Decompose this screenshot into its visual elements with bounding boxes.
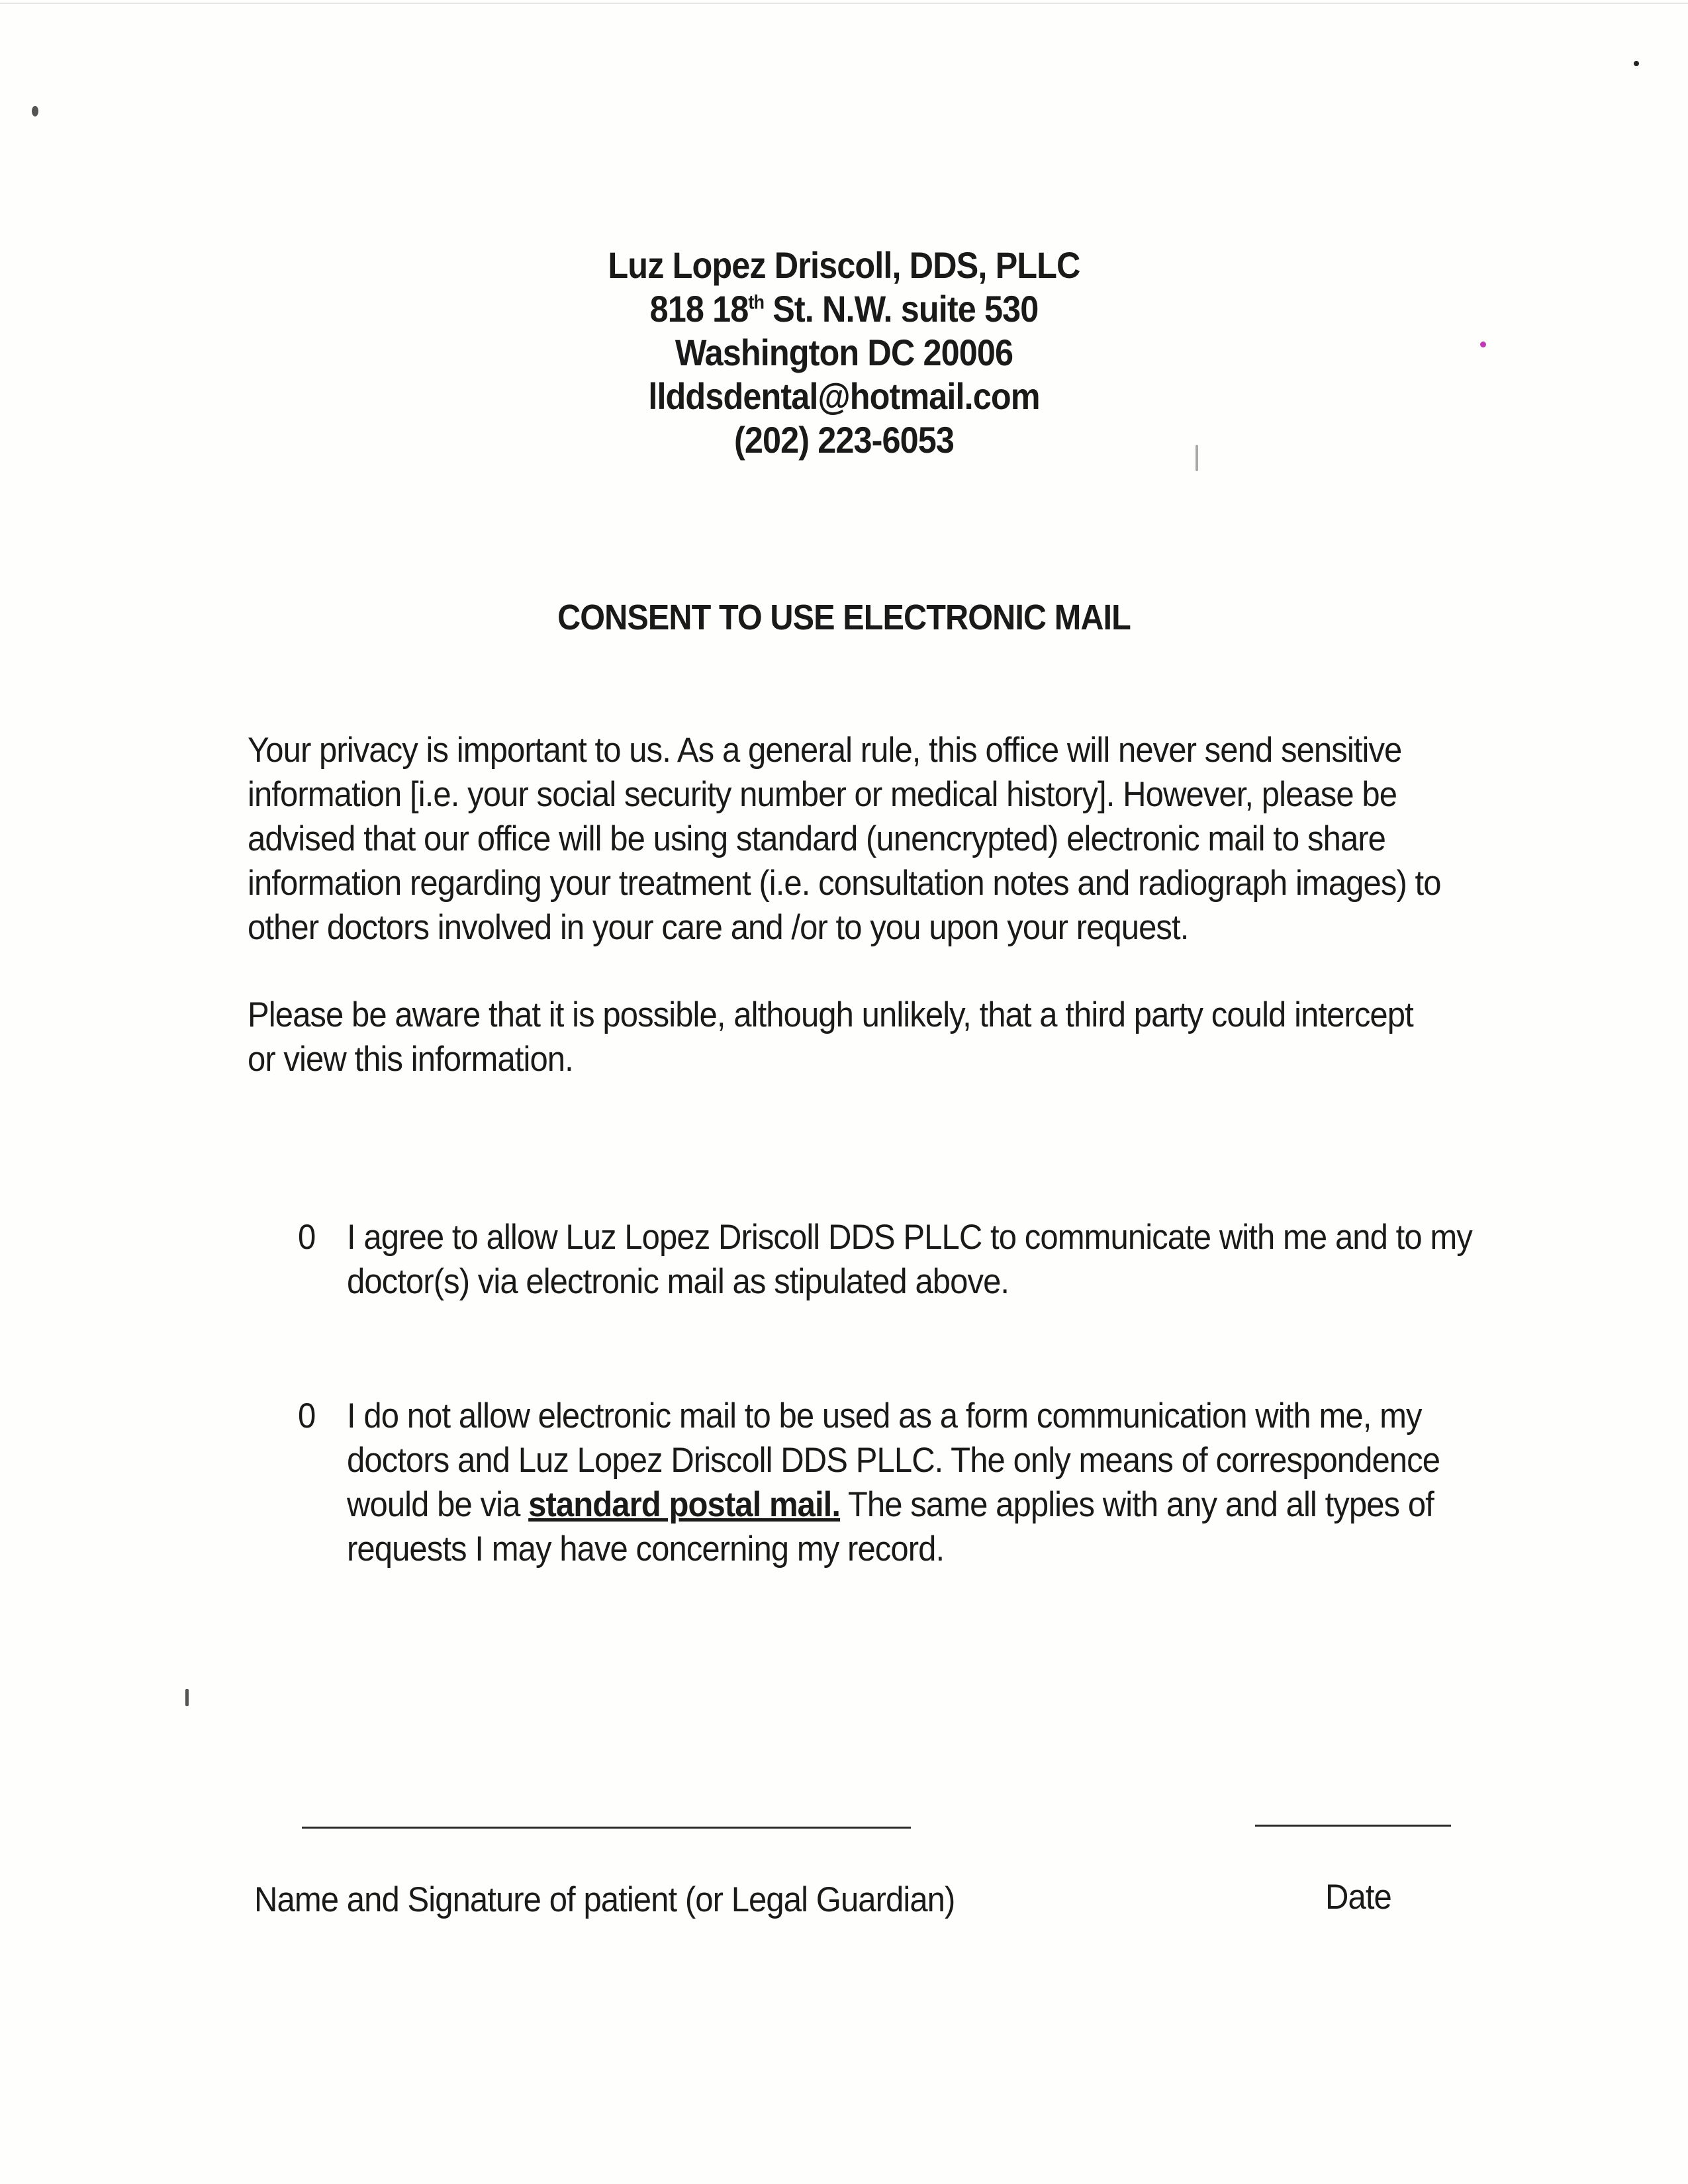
scan-edge: [0, 3, 1688, 4]
city-line: Washington DC 20006: [675, 332, 1013, 373]
scan-speck: [185, 1689, 189, 1706]
signature-label: Name and Signature of patient (or Legal Guardian): [254, 1880, 955, 1919]
email-line: llddsdental@hotmail.com: [648, 375, 1040, 417]
option-checkbox-decline[interactable]: 0: [298, 1396, 316, 1435]
signature-line[interactable]: [302, 1827, 911, 1829]
option-checkbox-agree[interactable]: 0: [298, 1218, 316, 1257]
option-text-agree: I agree to allow Luz Lopez Driscoll DDS PLLC to communicate with me and to my doctor(s) via electronic mail as stipulated above.: [347, 1218, 1472, 1301]
scan-speck: [32, 106, 38, 116]
awareness-paragraph: Please be aware that it is possible, although unlikely, that a third party could intercept or view this information.: [248, 995, 1413, 1079]
phone-line: (202) 223-6053: [733, 419, 955, 461]
privacy-paragraph: Your privacy is important to us. As a general rule, this office will never send sensitive information [i.e. your social security number or medical history]. However, please be advised that our office will be using standard (unencrypted) electronic mail to share information regarding your treatment (i.e. consultation notes and radiograph images) to other doctors involved in your care and /or to you upon your request.: [248, 731, 1441, 947]
address-suffix: th: [748, 291, 765, 314]
address-line: [85, 287, 1604, 331]
option-text-decline: [347, 1394, 1528, 1571]
postal-mail-emphasis: standard postal mail.: [528, 1485, 841, 1524]
address-number: 818 18: [649, 288, 749, 330]
decline-text-after: The same applies with any and all types of requests I may have concerning my record.: [347, 1485, 1434, 1569]
scan-speck: [1196, 445, 1198, 471]
scan-speck: [1634, 61, 1639, 66]
practice-name: Luz Lopez Driscoll, DDS, PLLC: [608, 244, 1080, 286]
decline-text-before: I do not allow electronic mail to be used as a form communication with me, my doctors and Luz Lopez Driscoll DDS PLLC. The only means of correspondence would be via: [347, 1396, 1440, 1524]
scan-speck: [1480, 341, 1486, 347]
address-rest: St. N.W. suite 530: [764, 288, 1039, 330]
date-label: Date: [1325, 1878, 1391, 1917]
date-line[interactable]: [1255, 1825, 1451, 1827]
letterhead: [85, 244, 1604, 462]
document-title: CONSENT TO USE ELECTRONIC MAIL: [557, 598, 1131, 637]
